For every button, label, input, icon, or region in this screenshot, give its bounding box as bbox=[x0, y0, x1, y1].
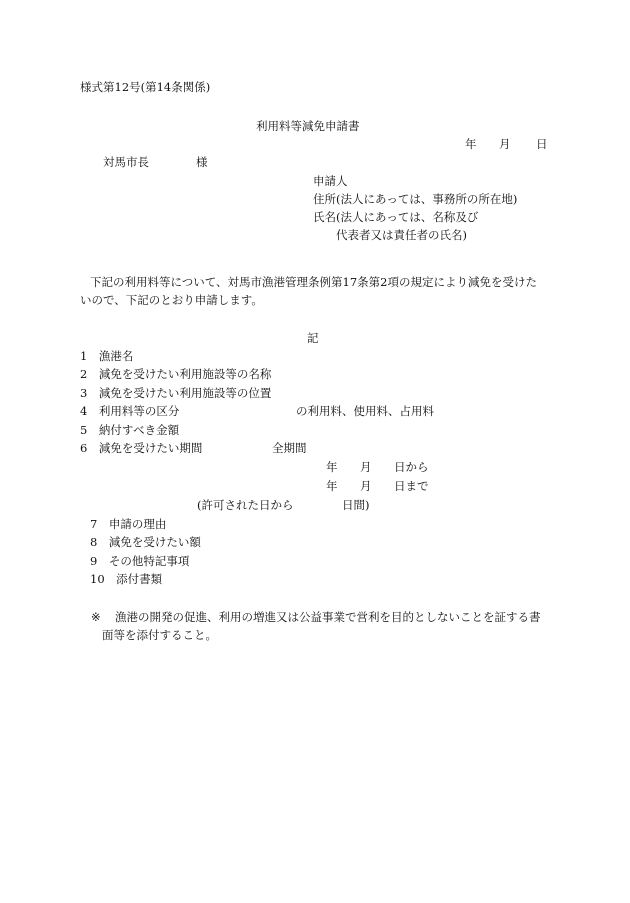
period-to-month: 月 bbox=[360, 479, 372, 493]
form-title: 利用料等減免申請書 bbox=[256, 119, 360, 133]
applicant-name-label-continued: 代表者又は責任者の氏名) bbox=[336, 228, 467, 242]
permit-from: (許可された日から bbox=[197, 498, 294, 512]
item-attachments: 10 添付書類 bbox=[90, 572, 163, 586]
body-text-line-2: いので、下記のとおり申請します。 bbox=[80, 293, 263, 307]
note-mark: ※ bbox=[91, 610, 101, 624]
ki-heading: 記 bbox=[307, 331, 319, 345]
item-fee-category-suffix: の利用料、使用料、占用料 bbox=[296, 404, 434, 418]
body-text-line-1: 下記の利用料等について、対馬市漁港管理条例第17条第2項の規定により減免を受けた bbox=[90, 275, 537, 289]
addressee-name: 対馬市長 bbox=[103, 155, 149, 169]
item-full-period: 全期間 bbox=[272, 441, 307, 455]
item-amount-payable: 5 納付すべき金額 bbox=[80, 423, 180, 437]
period-from-day: 日から bbox=[394, 460, 429, 474]
item-special-notes: 9 その他特記事項 bbox=[90, 554, 190, 568]
period-to-year: 年 bbox=[326, 479, 338, 493]
date-day: 日 bbox=[536, 137, 548, 151]
addressee-honorific: 様 bbox=[196, 155, 208, 169]
item-facility-name: 2 減免を受けたい利用施設等の名称 bbox=[80, 367, 272, 381]
applicant-name-label: 氏名(法人にあっては、名称及び bbox=[313, 210, 479, 224]
period-from-year: 年 bbox=[326, 460, 338, 474]
item-fishing-port-name: 1 漁港名 bbox=[80, 349, 134, 363]
form-number: 様式第12号(第14条関係) bbox=[80, 80, 211, 94]
item-reduction-period: 6 減免を受けたい期間 bbox=[80, 441, 203, 455]
note-line-1: 漁港の開発の促進、利用の増進又は公益事業で営利を目的としないことを証する書 bbox=[115, 610, 541, 624]
note-line-2: 面等を添付すること。 bbox=[102, 628, 217, 642]
date-month: 月 bbox=[499, 137, 511, 151]
date-year: 年 bbox=[465, 137, 477, 151]
item-reduction-amount: 8 減免を受けたい額 bbox=[90, 535, 201, 549]
applicant-label: 申請人 bbox=[313, 174, 348, 188]
item-reason: 7 申請の理由 bbox=[90, 517, 167, 531]
period-from-month: 月 bbox=[360, 460, 372, 474]
period-to-day: 日まで bbox=[394, 479, 429, 493]
item-fee-category: 4 利用料等の区分 bbox=[80, 404, 180, 418]
item-facility-location: 3 減免を受けたい利用施設等の位置 bbox=[80, 386, 272, 400]
applicant-address-label: 住所(法人にあっては、事務所の所在地) bbox=[313, 192, 518, 206]
permit-days: 日間) bbox=[342, 498, 370, 512]
